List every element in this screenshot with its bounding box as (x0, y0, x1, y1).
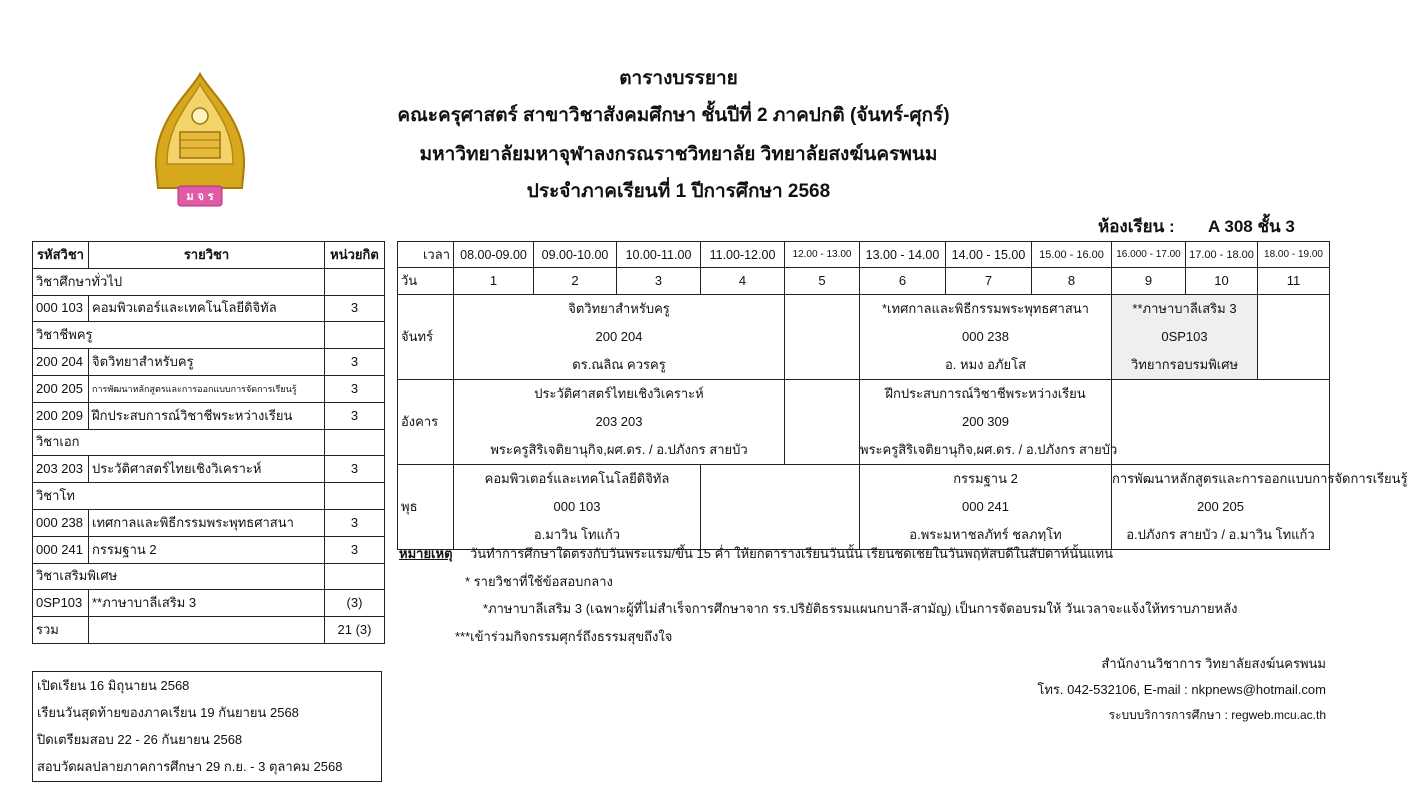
class-title: ฝึกประสบการณ์วิชาชีพระหว่างเรียน (885, 386, 1086, 401)
date-item: สอบวัดผลปลายภาคการศึกษา 29 ก.ย. - 3 ตุลาคม 2568 (37, 759, 343, 774)
class-teacher: พระครูสิริเจติยานุกิจ,ผศ.ดร. / อ.ปภังกร สายบัว (490, 442, 748, 457)
table-row (33, 456, 385, 483)
class-block (454, 295, 785, 380)
class-block (1112, 465, 1408, 550)
office-name: สำนักงานวิชาการ วิทยาลัยสงฆ์นครพนม (1101, 656, 1326, 671)
day-row-monday (398, 295, 1330, 380)
course-credit: 3 (325, 536, 385, 563)
table-row (33, 590, 385, 617)
time-slot: 11.00-12.00 (701, 242, 785, 268)
day-name: อังคาร (398, 380, 454, 465)
course-name: ฝึกประสบการณ์วิชาชีพระหว่างเรียน (89, 402, 325, 429)
course-code: 000 103 (33, 295, 89, 322)
important-dates (32, 671, 382, 782)
course-credit: 3 (325, 295, 385, 322)
class-block (860, 380, 1118, 465)
total-row (33, 617, 385, 644)
note-line: * รายวิชาที่ใช้ข้อสอบกลาง (465, 574, 613, 589)
course-code: 000 241 (33, 536, 89, 563)
period-number: 4 (701, 268, 785, 295)
table-row (33, 536, 385, 563)
class-teacher: ดร.ณลิณ ควรครู (572, 357, 666, 372)
room-label: ห้องเรียน : (1098, 217, 1175, 236)
course-credit: 3 (325, 349, 385, 376)
course-name: จิตวิทยาสำหรับครู (89, 349, 325, 376)
class-teacher: พระครูสิริเจติยานุกิจ,ผศ.ดร. / อ.ปภังกร สายบัว (860, 442, 1118, 457)
note-line: *ภาษาบาลีเสริม 3 (เฉพาะผู้ที่ไม่สำเร็จการศึกษาจาก รร.ปริยัติธรรมแผนกบาลี-สามัญ) เป็นการจัดอบรมให้ วันเวลาจะแจ้งให้ทราบภายหลัง (483, 601, 1238, 616)
table-row (33, 509, 385, 536)
time-slot: 15.00 - 16.00 (1032, 242, 1112, 268)
date-item: เรียนวันสุดท้ายของภาคเรียน 19 กันยายน 2568 (37, 705, 299, 720)
day-name: จันทร์ (398, 295, 454, 380)
class-code: 203 203 (595, 414, 643, 429)
day-row-wednesday (398, 465, 1330, 550)
class-code: 000 241 (962, 499, 1009, 514)
course-code: 203 203 (33, 456, 89, 483)
university-title: มหาวิทยาลัยมหาจุฬาลงกรณราชวิทยาลัย วิทยาลัยสงฆ์นครพนม (419, 144, 938, 165)
day-row-tuesday (398, 380, 1330, 465)
period-number: 7 (946, 268, 1032, 295)
course-credit: (3) (325, 590, 385, 617)
group-label: วิชาโท (33, 483, 325, 510)
logo-text: ม จ ร (186, 190, 214, 203)
time-slot: 09.00-10.00 (534, 242, 617, 268)
course-code: 0SP103 (33, 590, 89, 617)
class-code: 200 309 (962, 414, 1009, 429)
course-credit: 3 (325, 456, 385, 483)
class-title: การพัฒนาหลักสูตรและการออกแบบการจัดการเรียนรู้ (1112, 471, 1408, 486)
note-line: ***เข้าร่วมกิจกรรมศุกร์ถึงธรรมสุขถึงใจ (455, 629, 673, 644)
time-slot: 17.00 - 18.00 (1186, 242, 1258, 268)
class-block (1112, 295, 1258, 380)
header-name: รายวิชา (89, 242, 325, 269)
time-slot: 18.00 - 19.00 (1258, 242, 1330, 268)
class-title: กรรมฐาน 2 (953, 471, 1018, 486)
course-name: ประวัติศาสตร์ไทยเชิงวิเคราะห์ (89, 456, 325, 483)
table-row (33, 295, 385, 322)
class-code: 200 204 (595, 329, 643, 344)
class-block (860, 295, 1112, 380)
course-name: **ภาษาบาลีเสริม 3 (89, 590, 325, 617)
table-row (33, 402, 385, 429)
notes-label: หมายเหตุ (399, 546, 453, 561)
group-label: วิชาศึกษาทั่วไป (33, 268, 325, 295)
course-code: 200 204 (33, 349, 89, 376)
group-label: วิชาเสริมพิเศษ (33, 563, 325, 590)
time-slot: 10.00-11.00 (617, 242, 701, 268)
date-item: เปิดเรียน 16 มิถุนายน 2568 (37, 678, 190, 693)
room-value: A 308 ชั้น 3 (1208, 217, 1295, 236)
time-slot: 16.000 - 17.00 (1112, 242, 1186, 268)
schedule-table (397, 241, 1408, 550)
course-credit: 3 (325, 402, 385, 429)
period-number: 6 (860, 268, 946, 295)
course-name: การพัฒนาหลักสูตรและการออกแบบการจัดการเรียนรู้ (89, 375, 325, 402)
table-row (33, 349, 385, 376)
class-code: 000 238 (962, 329, 1009, 344)
group-label: วิชาเอก (33, 429, 325, 456)
course-name: คอมพิวเตอร์และเทคโนโลยีดิจิทัล (89, 295, 325, 322)
course-code: 200 205 (33, 375, 89, 402)
header-credit: หน่วยกิต (325, 242, 385, 269)
class-title: จิตวิทยาสำหรับครู (568, 301, 670, 316)
class-block (454, 380, 785, 465)
period-number: 8 (1032, 268, 1112, 295)
class-teacher: อ.ปภังกร สายบัว / อ.มาวิน โทแก้ว (1126, 527, 1315, 542)
course-table (32, 241, 385, 644)
class-teacher: อ.พระมหาชลภัทร์ ชลภทฺโท (909, 527, 1062, 542)
contact-system: ระบบบริการการศึกษา : regweb.mcu.ac.th (1108, 708, 1326, 722)
page-title: ตารางบรรยาย (619, 68, 738, 89)
class-title: **ภาษาบาลีเสริม 3 (1132, 301, 1237, 316)
period-number: 2 (534, 268, 617, 295)
course-credit: 3 (325, 509, 385, 536)
time-slot: 08.00-09.00 (454, 242, 534, 268)
group-label: วิชาชีพครู (33, 322, 325, 349)
course-credit: 3 (325, 375, 385, 402)
class-block (860, 465, 1112, 550)
total-label: รวม (33, 617, 89, 644)
course-code: 000 238 (33, 509, 89, 536)
total-credit: 21 (3) (325, 617, 385, 644)
time-label: เวลา (398, 242, 454, 268)
time-slot: 12.00 - 13.00 (785, 242, 860, 268)
class-title: *เทศกาลและพิธีกรรมพระพุทธศาสนา (882, 301, 1089, 316)
period-number: 1 (454, 268, 534, 295)
contact-phone-email: โทร. 042-532106, E-mail : nkpnews@hotmail.com (1037, 682, 1326, 697)
time-slot: 13.00 - 14.00 (860, 242, 946, 268)
period-number: 11 (1258, 268, 1330, 295)
period-number: 10 (1186, 268, 1258, 295)
class-teacher: อ.มาวิน โทแก้ว (533, 527, 621, 542)
semester-title: ประจำภาคเรียนที่ 1 ปีการศึกษา 2568 (526, 181, 831, 202)
course-code: 200 209 (33, 402, 89, 429)
header-code: รหัสวิชา (33, 242, 89, 269)
class-block (454, 465, 701, 550)
course-name: เทศกาลและพิธีกรรมพระพุทธศาสนา (89, 509, 325, 536)
class-code: 000 103 (553, 499, 601, 514)
table-row (33, 375, 385, 402)
day-label: วัน (398, 268, 454, 295)
period-number: 3 (617, 268, 701, 295)
class-code: 0SP103 (1161, 329, 1208, 344)
period-number: 5 (785, 268, 860, 295)
faculty-title: คณะครุศาสตร์ สาขาวิชาสังคมศึกษา ชั้นปีที่ 2 ภาคปกติ (จันทร์-ศุกร์) (397, 105, 950, 126)
class-teacher: วิทยากรอบรมพิเศษ (1130, 357, 1239, 372)
period-number: 9 (1112, 268, 1186, 295)
note-line: วันทำการศึกษาใดตรงกับวันพระแรม/ขึ้น 15 ค่ำ ให้ยกตารางเรียนวันนั้น เรียนชดเชยในวันพฤหัสบดีในสัปดาห์นั้นแทน (470, 546, 1113, 561)
class-teacher: อ. หมง อภัยโส (944, 357, 1027, 372)
day-name: พุธ (398, 465, 454, 550)
class-title: คอมพิวเตอร์และเทคโนโลยีดิจิทัล (484, 471, 670, 486)
time-slot: 14.00 - 15.00 (946, 242, 1032, 268)
class-title: ประวัติศาสตร์ไทยเชิงวิเคราะห์ (534, 386, 704, 401)
date-item: ปิดเตรียมสอบ 22 - 26 กันยายน 2568 (37, 732, 243, 747)
course-name: กรรมฐาน 2 (89, 536, 325, 563)
class-code: 200 205 (1197, 499, 1244, 514)
